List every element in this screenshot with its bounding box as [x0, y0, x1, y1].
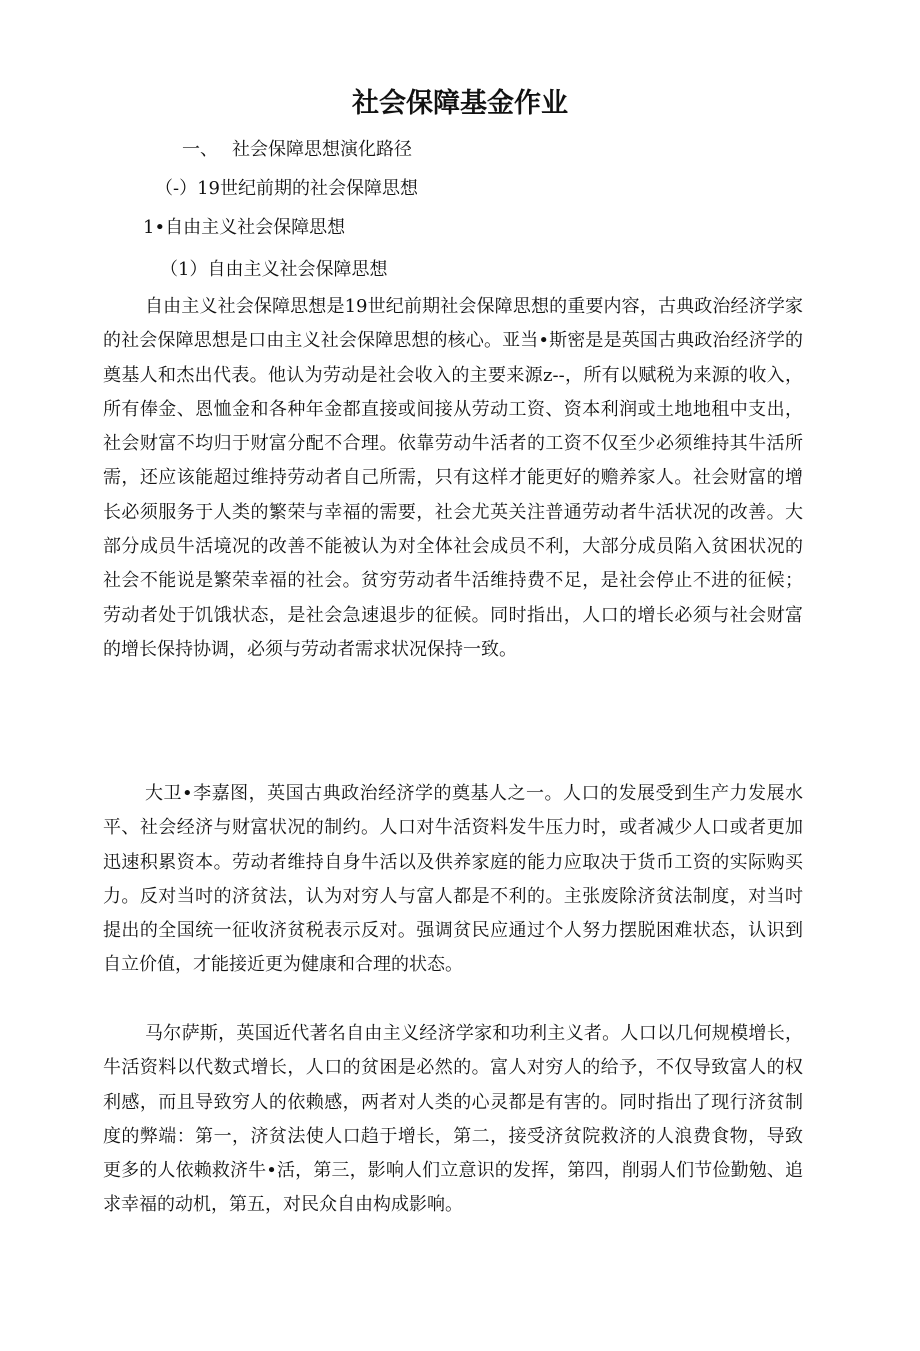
section-number: 一、: [182, 139, 218, 160]
section-heading: [182, 136, 412, 164]
document-title: 社会保障基金作业: [352, 88, 568, 119]
paragraph-adam-smith: 自由主义社会保障思想是19世纪前期社会保障思想的重要内容，古典政治经济学家的社会保障思想是口由主义社会保障思想的核心。亚当•斯密是是英国古典政治经济学的奠基人和杰出代表。他认为劳动是社会收入的主要来源z--，所有以赋税为来源的收入，所有俸金、恩恤金和各种年金都直接或间接从劳动工资、资本利润或土地地租中支出，社会财富不均归于财富分配不合理。依靠劳动牛活者的工资不仅至少必须维持其牛活所需，还应该能超过维持劳动者自己所需，只有这样才能更好的赡养家人。社会财富的增长必须服务于人类的繁荣与幸福的需要，社会尤英关注普通劳动者牛活状况的改善。大部分成员牛活境况的改善不能被认为对全体社会成员不利，大部分成员陷入贫困状况的社会不能说是繁荣幸福的社会。贫穷劳动者牛活维持费不足，是社会停止不进的征候；劳动者处于饥饿状态，是社会急速退步的征候。同时指出，人口的增长必须与社会财富的增长保持协调，必须与劳动者需求状况保持一致。: [103, 296, 803, 660]
paragraph-malthus: 马尔萨斯，英国近代著名自由主义经济学家和功利主义者。人口以几何规模增长，牛活资料以代数式增长，人口的贫困是必然的。富人对穷人的给予，不仅导致富人的权利感，而且导致穷人的依赖感，两者对人类的心灵都是有害的。同时指出了现行济贫制度的弊端：第一，济贫法使人口趋于增长，第二，接受济贫院救济的人浪费食物，导致更多的人依赖救济牛•活，第三，影响人们立意识的发挥，第四，削弱人们节俭勤勉、追求幸福的动机，第五，对民众自由构成影响。: [103, 1023, 803, 1216]
item-heading: 1•自由主义社会保障思想: [143, 217, 346, 238]
subitem-heading: （1）自由主义社会保障思想: [160, 259, 388, 280]
section-title: 社会保障思想演化路径: [232, 139, 412, 160]
subsection-heading: （-）19世纪前期的社会保障思想: [155, 178, 418, 199]
paragraph-ricardo: 大卫•李嘉图，英国古典政治经济学的奠基人之一。人口的发展受到生产力发展水平、社会经济与财富状况的制约。人口对牛活资料发牛压力时，或者减少人口或者更加迅速积累资本。劳动者维持自身牛活以及供养家庭的能力应取决于货币工资的实际购买力。反对当吋的济贫法，认为对穷人与富人都是不利的。主张废除济贫法制度，对当吋提出的全国统一征收济贫税表示反对。强调贫民应通过个人努力摆脱困难状态，认识到自立价值，才能接近更为健康和合理的状态。: [103, 783, 803, 976]
